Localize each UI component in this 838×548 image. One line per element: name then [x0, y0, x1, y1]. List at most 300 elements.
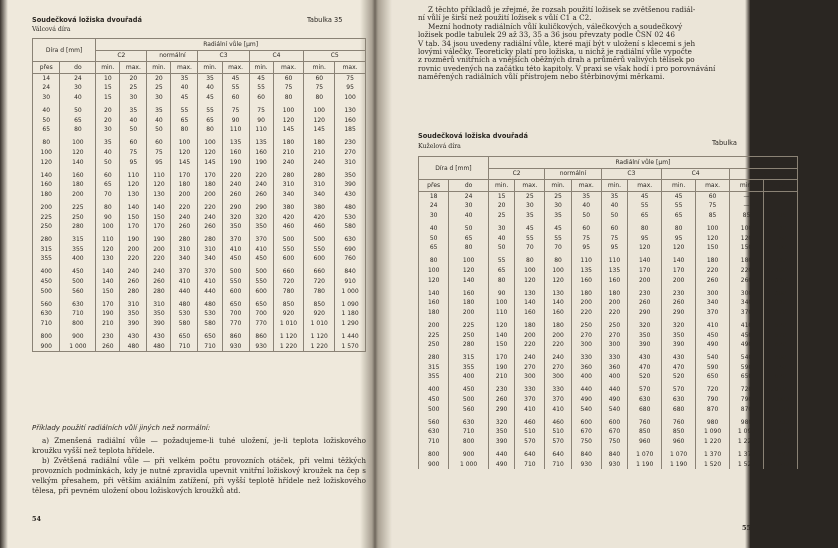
table-cell: 1 010 — [273, 319, 304, 329]
table-cell: 270 — [571, 330, 601, 340]
table-cell: 320 — [628, 321, 662, 331]
table-cell: 25 — [515, 191, 545, 201]
table-cell: 170 — [198, 170, 222, 180]
table-cell: 310 — [273, 180, 304, 190]
table-cell: 130 — [147, 190, 171, 200]
table-cell: 380 — [304, 203, 335, 213]
table-cell: 540 — [696, 353, 730, 363]
table-cell: 100 — [449, 256, 489, 266]
table-cell: 330 — [763, 275, 797, 285]
table-cell: 120 — [147, 180, 171, 190]
table-cell: 770 — [222, 319, 249, 329]
table-cell: 20 — [120, 73, 147, 83]
table-cell: 80 — [60, 125, 96, 135]
table-cell: 180 — [419, 308, 449, 318]
table-cell: 780 — [273, 286, 304, 296]
table-cell: 570 — [545, 437, 572, 447]
table-cell: 510 — [515, 427, 545, 437]
table-cell: 480 — [335, 203, 366, 213]
table-cell: 300 — [601, 340, 628, 350]
table-cell: 65 — [96, 180, 120, 190]
table-cell: 430 — [662, 353, 696, 363]
clearance-group-header: Radiální vůle [µm] — [488, 157, 797, 169]
table-cell: 80 — [96, 203, 120, 213]
table-cell: 630 — [33, 309, 60, 319]
table-row — [419, 201, 798, 211]
table-cell: 200 — [60, 190, 96, 200]
table-cell: 140 — [147, 203, 171, 213]
class-header-c4: C4 — [662, 168, 730, 180]
table-cell: 650 — [222, 299, 249, 309]
table-cell: 350 — [120, 309, 147, 319]
table-cell: 140 — [33, 170, 60, 180]
table-cell: 870 — [730, 404, 764, 414]
table-cell: 355 — [449, 363, 489, 373]
table-cell: 630 — [628, 395, 662, 405]
table-cell: 1 500 — [763, 437, 797, 447]
min-header: min. — [96, 62, 120, 74]
table-cell: 340 — [696, 298, 730, 308]
table-cell: 14 — [33, 73, 60, 83]
table-cell: 1 290 — [335, 319, 366, 329]
table-row — [33, 235, 366, 245]
class-header-c4: C4 — [249, 50, 304, 62]
table-cell: 240 — [222, 180, 249, 190]
table-cell: 170 — [120, 222, 147, 232]
table-cell: 24 — [33, 83, 60, 93]
table-row — [33, 157, 366, 167]
max-header: max. — [515, 180, 545, 192]
table-cell: 1 190 — [628, 459, 662, 469]
table-cell: 65 — [33, 125, 60, 135]
example-b-text: b) Zvětšená radiální vůle — při velkém počtu provozních otáček, při velmi těžkých provozních podmínkách, kdy je nutné zpravidla upevnit vnitřní ložiskový kroužek na čep s velkým přesahem, při větším axiálním zatížení, při vyšší teplotě hřídele než ložiskového tělesa, při pevném uložení obou ložiskových kroužků atd. — [32, 456, 366, 495]
table-cell: 680 — [628, 404, 662, 414]
table-row — [33, 222, 366, 232]
table-cell: 55 — [488, 256, 515, 266]
table-cell: 55 — [222, 83, 249, 93]
table-row — [33, 254, 366, 264]
table-cell: 35 — [545, 211, 572, 221]
table-cell: 180 — [571, 288, 601, 298]
table-cell: 75 — [304, 83, 335, 93]
table-cell: 40 — [488, 233, 515, 243]
table-cell: 100 — [545, 266, 572, 276]
table-cell: 720 — [304, 277, 335, 287]
table-row — [33, 138, 366, 148]
table-cell: 95 — [628, 233, 662, 243]
table-cell: 180 — [60, 180, 96, 190]
table-cell: 350 — [488, 427, 515, 437]
min-header: min. — [545, 180, 572, 192]
table-cell: 250 — [571, 321, 601, 331]
table-cell: 65 — [449, 233, 489, 243]
table-cell: 230 — [488, 385, 515, 395]
table-row — [419, 363, 798, 373]
table-cell: 30 — [120, 93, 147, 103]
table-cell: 130 — [335, 106, 366, 116]
table-cell: 300 — [730, 288, 764, 298]
table-cell: 450 — [696, 330, 730, 340]
table-cell: 240 — [273, 157, 304, 167]
table-cell: 90 — [96, 212, 120, 222]
table-cell: 1 220 — [273, 341, 304, 351]
table-cell: 60 — [601, 224, 628, 234]
table-cell: 40 — [449, 211, 489, 221]
min-header: min. — [488, 180, 515, 192]
table-cell: 250 — [449, 330, 489, 340]
table-cell: 910 — [763, 385, 797, 395]
table-cell: 80 — [419, 256, 449, 266]
table-cell: 650 — [696, 372, 730, 382]
table-cell: 160 — [763, 233, 797, 243]
table-cell: 190 — [249, 157, 273, 167]
table-cell: 580 — [198, 319, 222, 329]
table-cell: 320 — [662, 321, 696, 331]
table-cell: 710 — [449, 427, 489, 437]
table-cell: 35 — [198, 73, 222, 83]
table-cell: 10 — [96, 73, 120, 83]
table-cell: — — [730, 191, 764, 201]
table-cell: 380 — [763, 288, 797, 298]
table-cell: 1 090 — [335, 299, 366, 309]
table-cell: 710 — [171, 341, 198, 351]
table-cell: 200 — [628, 275, 662, 285]
table-cell: 1 090 — [730, 427, 764, 437]
table-cell: 65 — [171, 115, 198, 125]
table-cell: 650 — [171, 332, 198, 342]
table-cell: 310 — [198, 245, 222, 255]
table-cell: 190 — [222, 157, 249, 167]
table-cell: 75 — [222, 106, 249, 116]
table-cell: 200 — [120, 245, 147, 255]
table-cell: 170 — [488, 353, 515, 363]
table-cell: 530 — [198, 309, 222, 319]
table-cell: 140 — [60, 157, 96, 167]
table-cell: 100 — [488, 298, 515, 308]
table-cell: 150 — [696, 243, 730, 253]
table-cell: 470 — [763, 308, 797, 318]
table-cell: 600 — [601, 417, 628, 427]
table-cell: 160 — [601, 275, 628, 285]
table-cell: 100 — [33, 148, 60, 158]
table-cell: 630 — [419, 427, 449, 437]
table-cell: 50 — [60, 106, 96, 116]
table-cell: 45 — [628, 191, 662, 201]
table-cell: 35 — [120, 106, 147, 116]
table-cell: 260 — [696, 275, 730, 285]
table-cell: 120 — [628, 243, 662, 253]
table-cell: 600 — [571, 417, 601, 427]
table-cell: 360 — [601, 363, 628, 373]
table-cell: — — [763, 191, 797, 201]
intro-line: naměřených radiálních vůlí přístrojem nebo štěrbinovými měrkami. — [418, 72, 665, 82]
table-cell: 1 230 — [763, 417, 797, 427]
table-cell: 65 — [60, 115, 96, 125]
table-cell: 220 — [601, 308, 628, 318]
table-cell: 135 — [249, 138, 273, 148]
table-cell: 100 — [696, 224, 730, 234]
table-cell: 45 — [198, 93, 222, 103]
table-cell: 960 — [628, 437, 662, 447]
table-cell: 800 — [60, 319, 96, 329]
table-cell: 110 — [488, 308, 515, 318]
table-cell: 50 — [33, 115, 60, 125]
right-clearance-table — [418, 156, 798, 469]
table-cell: 490 — [730, 340, 764, 350]
table-cell: 240 — [515, 353, 545, 363]
table-cell: 50 — [419, 233, 449, 243]
table-cell: 1 360 — [763, 427, 797, 437]
table-cell: 90 — [249, 115, 273, 125]
table-cell: 100 — [96, 222, 120, 232]
table-row — [419, 437, 798, 447]
table-cell: 75 — [335, 73, 366, 83]
right-table-clip — [418, 156, 790, 508]
table-cell: 350 — [249, 222, 273, 232]
table-cell: 140 — [662, 256, 696, 266]
table-cell: 120 — [545, 275, 572, 285]
table-row — [419, 353, 798, 363]
table-cell: 1 440 — [335, 332, 366, 342]
table-cell: 260 — [222, 190, 249, 200]
table-cell: 315 — [60, 235, 96, 245]
table-cell: 270 — [335, 148, 366, 158]
table-cell: 300 — [571, 340, 601, 350]
table-cell: 390 — [662, 340, 696, 350]
intro-text — [418, 6, 838, 82]
table-cell: 1 370 — [696, 450, 730, 460]
left-page-number: 54 — [32, 515, 42, 523]
table-cell: 750 — [571, 437, 601, 447]
table-cell: 24 — [449, 191, 489, 201]
table-cell: 135 — [601, 266, 628, 276]
table-row — [33, 93, 366, 103]
table-cell: 450 — [60, 267, 96, 277]
max-header: max. — [571, 180, 601, 192]
table-cell: 670 — [571, 427, 601, 437]
table-cell: 95 — [571, 243, 601, 253]
table-cell: 630 — [449, 417, 489, 427]
class-header-c2: C2 — [96, 50, 147, 62]
table-cell: 1 000 — [449, 459, 489, 469]
table-cell: 170 — [96, 299, 120, 309]
table-cell: 75 — [249, 106, 273, 116]
table-row — [33, 277, 366, 287]
intro-line: V tab. 34 jsou uvedeny radiální vůle, které mají být v uložení s klecemi s jeh — [418, 38, 696, 48]
table-cell: 65 — [662, 211, 696, 221]
table-cell: 410 — [515, 404, 545, 414]
table-cell: 850 — [662, 427, 696, 437]
table-cell: 180 — [515, 321, 545, 331]
intro-line: ložisek podle tabulek 29 až 33, 35 a 36 jsou převzaty podle ČSN 02 46 — [418, 30, 675, 40]
table-cell: 710 — [545, 459, 572, 469]
table-cell: 220 — [171, 203, 198, 213]
table-cell: 1 860 — [763, 459, 797, 469]
table-cell: 290 — [249, 203, 273, 213]
table-cell: 200 — [545, 330, 572, 340]
table-cell: 430 — [628, 353, 662, 363]
table-cell: 355 — [419, 372, 449, 382]
min-header: min. — [662, 180, 696, 192]
table-cell: 630 — [60, 299, 96, 309]
table-cell: 50 — [96, 157, 120, 167]
table-cell: 570 — [763, 330, 797, 340]
table-cell: 40 — [120, 115, 147, 125]
right-subtitle: Kuželová díra — [418, 143, 461, 150]
table-cell: 120 — [696, 233, 730, 243]
example-b — [32, 456, 366, 496]
table-cell: 250 — [33, 222, 60, 232]
table-cell: 30 — [33, 93, 60, 103]
table-cell: 35 — [147, 106, 171, 116]
table-cell: 210 — [304, 148, 335, 158]
table-cell: 260 — [628, 298, 662, 308]
table-cell: 65 — [488, 266, 515, 276]
bore-to-header: do — [60, 62, 96, 74]
table-cell: 1 190 — [662, 459, 696, 469]
table-cell: 240 — [120, 267, 147, 277]
table-cell: 95 — [335, 83, 366, 93]
table-cell: 370 — [198, 267, 222, 277]
table-cell: 560 — [33, 299, 60, 309]
table-cell: 280 — [147, 286, 171, 296]
table-cell: 190 — [147, 235, 171, 245]
table-cell: 60 — [273, 73, 304, 83]
table-row — [419, 211, 798, 221]
table-cell: 150 — [730, 243, 764, 253]
table-cell: 45 — [171, 93, 198, 103]
table-cell: 370 — [545, 395, 572, 405]
max-header: max. — [628, 180, 662, 192]
table-cell: 930 — [571, 459, 601, 469]
table-cell: 160 — [222, 148, 249, 158]
table-cell: 220 — [571, 308, 601, 318]
table-cell: 440 — [171, 286, 198, 296]
bore-to-header: do — [449, 180, 489, 192]
table-cell: 860 — [249, 332, 273, 342]
table-cell: 920 — [304, 309, 335, 319]
table-cell: 370 — [249, 235, 273, 245]
table-cell: 470 — [628, 363, 662, 373]
table-cell: 190 — [96, 309, 120, 319]
table-cell: 900 — [449, 450, 489, 460]
table-cell: 500 — [304, 235, 335, 245]
table-cell: 150 — [96, 286, 120, 296]
table-cell: 100 — [60, 138, 96, 148]
table-cell: 15 — [96, 83, 120, 93]
table-cell: 35 — [571, 191, 601, 201]
table-cell: 20 — [96, 115, 120, 125]
table-cell: 145 — [198, 157, 222, 167]
table-cell: 50 — [601, 211, 628, 221]
table-cell: 260 — [488, 395, 515, 405]
table-cell: 800 — [419, 450, 449, 460]
table-cell: 40 — [571, 201, 601, 211]
table-cell: 360 — [571, 363, 601, 373]
table-cell: 250 — [60, 212, 96, 222]
min-header: min. — [249, 62, 273, 74]
table-row — [33, 286, 366, 296]
table-cell: 790 — [696, 395, 730, 405]
table-cell: 320 — [222, 212, 249, 222]
intro-line: z rozměrů vnitřních a vnějších oběžných drah a průměrů valivých tělísek po — [418, 55, 695, 65]
table-cell: 700 — [222, 309, 249, 319]
table-cell: 50 — [571, 211, 601, 221]
table-row — [419, 266, 798, 276]
table-cell: 600 — [249, 286, 273, 296]
table-cell: 120 — [419, 275, 449, 285]
table-cell: 355 — [33, 254, 60, 264]
table-cell: 40 — [601, 201, 628, 211]
table-cell: 1 010 — [304, 319, 335, 329]
table-cell: 45 — [662, 191, 696, 201]
table-cell: 480 — [171, 299, 198, 309]
table-cell: 860 — [222, 332, 249, 342]
table-cell: 145 — [304, 125, 335, 135]
table-cell: 120 — [33, 157, 60, 167]
intro-line: rovnic uvedených na začátku této kapitoly. V praxi se však hodí i pro porovnávání — [418, 63, 716, 73]
table-cell: 200 — [171, 190, 198, 200]
table-cell: 60 — [147, 138, 171, 148]
table-cell: 370 — [222, 235, 249, 245]
table-cell: 320 — [488, 417, 515, 427]
table-cell: 45 — [249, 73, 273, 83]
table-cell: 80 — [515, 256, 545, 266]
table-cell: 35 — [171, 73, 198, 83]
table-cell: 210 — [488, 372, 515, 382]
table-cell: 440 — [488, 450, 515, 460]
table-cell: 45 — [545, 224, 572, 234]
table-cell: 135 — [571, 266, 601, 276]
bore-over-header: přes — [33, 62, 60, 74]
table-cell: 65 — [628, 211, 662, 221]
table-cell: 260 — [120, 277, 147, 287]
table-cell: 30 — [515, 201, 545, 211]
table-cell: 430 — [335, 190, 366, 200]
table-cell: 410 — [696, 321, 730, 331]
table-cell: 85 — [730, 211, 764, 221]
table-cell: 490 — [696, 340, 730, 350]
table-cell: 225 — [449, 321, 489, 331]
table-cell: 35 — [601, 191, 628, 201]
table-cell: 75 — [696, 201, 730, 211]
table-cell: 240 — [249, 180, 273, 190]
max-header: max. — [171, 62, 198, 74]
table-cell: 100 — [304, 106, 335, 116]
table-cell: 530 — [335, 212, 366, 222]
table-cell: 355 — [60, 245, 96, 255]
table-cell: 315 — [419, 363, 449, 373]
table-cell: — — [763, 201, 797, 211]
table-cell: 320 — [249, 212, 273, 222]
table-cell: 140 — [449, 275, 489, 285]
table-cell: 220 — [515, 340, 545, 350]
table-cell: 850 — [273, 299, 304, 309]
table-cell: 260 — [198, 222, 222, 232]
table-cell: 650 — [249, 299, 273, 309]
table-row — [419, 321, 798, 331]
table-cell: 280 — [273, 170, 304, 180]
table-cell: 800 — [449, 437, 489, 447]
table-cell: 760 — [628, 417, 662, 427]
table-cell: 710 — [60, 309, 96, 319]
table-cell: 520 — [763, 321, 797, 331]
table-cell: 400 — [601, 372, 628, 382]
table-cell: 500 — [60, 277, 96, 287]
table-cell: 100 — [198, 138, 222, 148]
table-cell: 200 — [33, 203, 60, 213]
table-cell: 390 — [120, 319, 147, 329]
